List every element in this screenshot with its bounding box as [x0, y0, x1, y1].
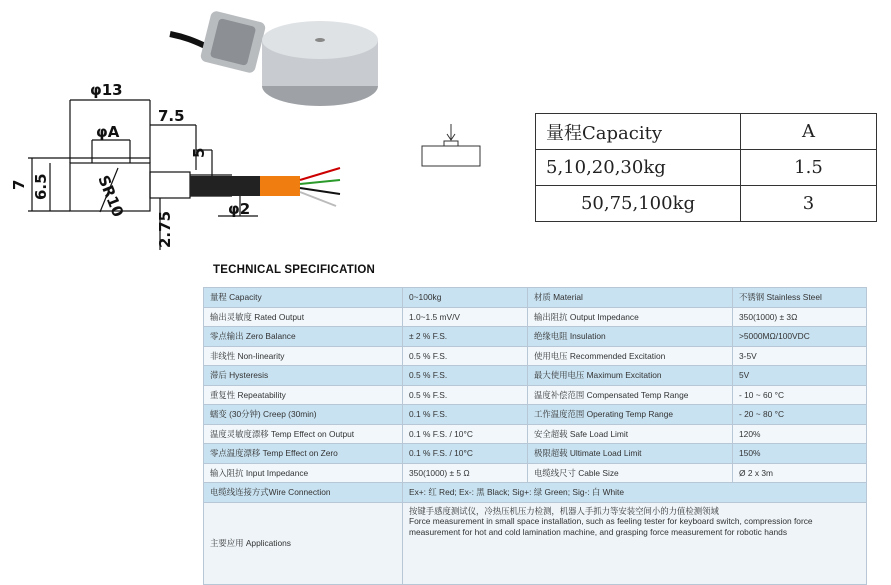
- dim-diameter-2: φ2: [228, 200, 251, 218]
- spec-label: 零点输出 Zero Balance: [204, 327, 403, 347]
- capacity-a-value: 3: [741, 186, 877, 222]
- capacity-header-label: 量程Capacity: [536, 114, 741, 150]
- spec-value: 350(1000) ± 5 Ω: [403, 463, 528, 483]
- applications-text: [403, 502, 867, 584]
- wire-connection-row: [204, 483, 867, 503]
- spec-value: 0.1 % F.S.: [403, 405, 528, 425]
- load-direction-icon: [422, 124, 480, 166]
- spec-label: 工作温度范围 Operating Temp Range: [528, 405, 733, 425]
- spec-label: 输入阻抗 Input Impedance: [204, 463, 403, 483]
- spec-value: Ø 2 x 3m: [733, 463, 867, 483]
- spec-value: 0.5 % F.S.: [403, 385, 528, 405]
- spec-value: 150%: [733, 444, 867, 464]
- spec-label: 输出灵敏度 Rated Output: [204, 307, 403, 327]
- spec-value: 5V: [733, 366, 867, 386]
- spec-value: 0.5 % F.S.: [403, 366, 528, 386]
- spec-label: 使用电压 Recommended Excitation: [528, 346, 733, 366]
- applications-row: [204, 502, 867, 584]
- dim-width-7-5: 7.5: [158, 107, 185, 125]
- photo-load-button: [315, 38, 325, 42]
- spec-value: - 10 ~ 60 °C: [733, 385, 867, 405]
- spec-value: 3-5V: [733, 346, 867, 366]
- spec-table: [203, 287, 867, 585]
- spec-label: 蠕变 (30分钟) Creep (30min): [204, 405, 403, 425]
- spec-table-body: [204, 288, 867, 585]
- spec-value: 0.1 % F.S. / 10°C: [403, 444, 528, 464]
- spec-label: 极限超载 Ultimate Load Limit: [528, 444, 733, 464]
- capacity-table-row: [536, 186, 877, 222]
- spec-row: [204, 405, 867, 425]
- capacity-table: [535, 113, 877, 222]
- applications-text-cn: 按键手感度测试仪，冷热压机压力检测，机器人手抓力等安装空间小的力值检测领域: [409, 505, 719, 516]
- spec-value: 1.0~1.5 mV/V: [403, 307, 528, 327]
- spec-label: 非线性 Non-linearity: [204, 346, 403, 366]
- spec-label: 绝缘电阻 Insulation: [528, 327, 733, 347]
- spec-label: 输出阻抗 Output Impedance: [528, 307, 733, 327]
- spec-value: 0.5 % F.S.: [403, 346, 528, 366]
- spec-row: [204, 327, 867, 347]
- spec-row: [204, 307, 867, 327]
- spec-row: [204, 288, 867, 308]
- capacity-a-value: 1.5: [741, 150, 877, 186]
- spec-label: 重复性 Repeatability: [204, 385, 403, 405]
- spec-value: 0.1 % F.S. / 10°C: [403, 424, 528, 444]
- dimension-drawing: [28, 100, 258, 250]
- applications-text-en: Force measurement in small space installation, such as feeling tester for keyboard switch, compression force measurement for hot and cold lamination machine, and grasping force measurement for robotic hands: [409, 516, 813, 537]
- spec-value: 350(1000) ± 3Ω: [733, 307, 867, 327]
- spec-label: 电缆线尺寸 Cable Size: [528, 463, 733, 483]
- wire-connection-value: Ex+: 红 Red; Ex-: 黑 Black; Sig+: 绿 Green; Sig-: 白 White: [403, 483, 867, 503]
- spec-row: [204, 366, 867, 386]
- dim-offset-2-75: 2.75: [156, 210, 174, 248]
- spec-label: 量程 Capacity: [204, 288, 403, 308]
- spec-row: [204, 444, 867, 464]
- spec-label: 安全超载 Safe Load Limit: [528, 424, 733, 444]
- dim-height-7: 7: [10, 179, 28, 190]
- dim-sr10: SR10: [94, 172, 128, 220]
- spec-value: >5000MΩ/100VDC: [733, 327, 867, 347]
- capacity-range: 5,10,20,30kg: [536, 150, 741, 186]
- spec-value: 120%: [733, 424, 867, 444]
- spec-label: 材质 Material: [528, 288, 733, 308]
- spec-row: [204, 463, 867, 483]
- capacity-range: 50,75,100kg: [536, 186, 741, 222]
- spec-value: 不锈钢 Stainless Steel: [733, 288, 867, 308]
- spec-row: [204, 385, 867, 405]
- applications-label: 主要应用 Applications: [204, 502, 403, 584]
- dim-height-5: 5: [190, 147, 208, 158]
- spec-label: 滞后 Hysteresis: [204, 366, 403, 386]
- spec-value: - 20 ~ 80 °C: [733, 405, 867, 425]
- spec-row: [204, 424, 867, 444]
- capacity-table-row: [536, 150, 877, 186]
- dim-diameter-13: φ13: [90, 81, 123, 99]
- spec-value: ± 2 % F.S.: [403, 327, 528, 347]
- spec-label: 零点温度漂移 Temp Effect on Zero: [204, 444, 403, 464]
- spec-value: 0~100kg: [403, 288, 528, 308]
- spec-row: [204, 346, 867, 366]
- spec-label: 最大使用电压 Maximum Excitation: [528, 366, 733, 386]
- dim-diameter-a: φA: [96, 123, 120, 141]
- dim-height-6-5: 6.5: [32, 173, 50, 200]
- wire-connection-label: 电缆线连接方式Wire Connection: [204, 483, 403, 503]
- technical-drawing: [0, 0, 520, 260]
- capacity-table-header: [536, 114, 877, 150]
- spec-title: TECHNICAL SPECIFICATION: [213, 264, 375, 276]
- spec-label: 温度补偿范围 Compensated Temp Range: [528, 385, 733, 405]
- capacity-header-a: A: [741, 114, 877, 150]
- spec-label: 温度灵敏度漂移 Temp Effect on Output: [204, 424, 403, 444]
